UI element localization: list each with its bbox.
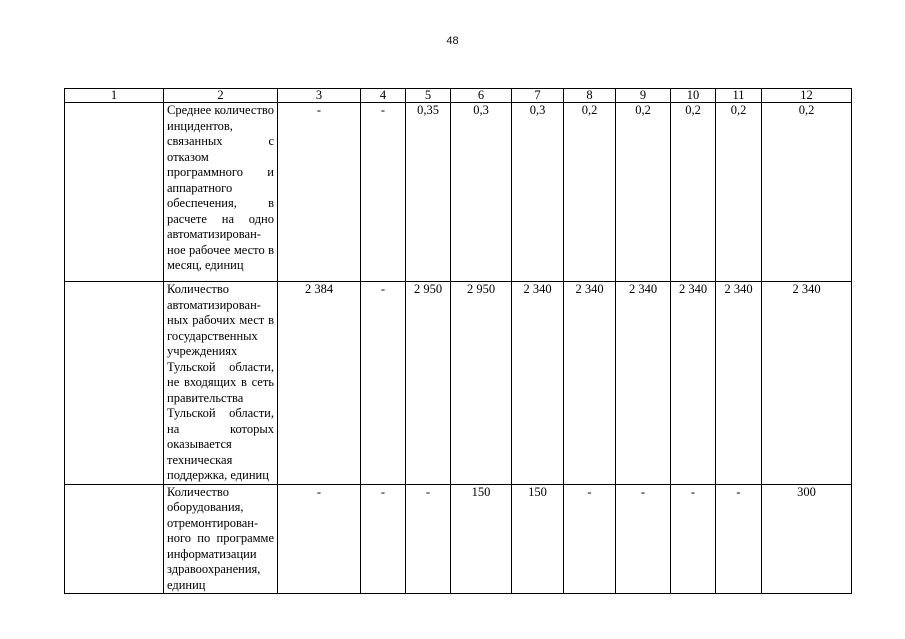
data-table xyxy=(64,88,852,594)
table-row xyxy=(65,484,852,594)
row-number-cell xyxy=(65,282,164,485)
column-header: 7 xyxy=(512,89,564,103)
value-cell: 0,2 xyxy=(762,103,852,282)
value-cell: - xyxy=(278,103,361,282)
column-header: 2 xyxy=(164,89,278,103)
value-cell: - xyxy=(716,484,762,594)
table-row xyxy=(65,103,852,282)
value-cell: 150 xyxy=(512,484,564,594)
value-cell: 0,2 xyxy=(671,103,716,282)
value-cell: - xyxy=(361,484,406,594)
value-cell: 2 340 xyxy=(616,282,671,485)
row-number-cell xyxy=(65,103,164,282)
value-cell: 0,35 xyxy=(406,103,451,282)
value-cell: - xyxy=(406,484,451,594)
value-cell: - xyxy=(361,103,406,282)
page-number: 48 xyxy=(446,35,459,47)
value-cell: 2 340 xyxy=(762,282,852,485)
table-row xyxy=(65,282,852,485)
value-cell: 2 340 xyxy=(564,282,616,485)
value-cell: - xyxy=(616,484,671,594)
column-header: 9 xyxy=(616,89,671,103)
indicator-cell: Количество оборудования, отремонтирован-ного по программе информатизации здравоохранения, единиц xyxy=(164,484,278,594)
value-cell: - xyxy=(671,484,716,594)
column-header: 12 xyxy=(762,89,852,103)
column-header: 3 xyxy=(278,89,361,103)
value-cell: 2 384 xyxy=(278,282,361,485)
indicator-cell: Среднее количество инцидентов, связанных с отказом программного и аппаратного обеспечения, в расчете на одно автоматизирован-ное рабочее место в месяц, единиц xyxy=(164,103,278,282)
value-cell: 2 950 xyxy=(406,282,451,485)
value-cell: 2 340 xyxy=(716,282,762,485)
column-header: 10 xyxy=(671,89,716,103)
value-cell: - xyxy=(564,484,616,594)
column-header: 4 xyxy=(361,89,406,103)
indicator-cell: Количество автоматизирован-ных рабочих мест в государственных учреждениях Тульской области, не входящих в сеть правительства Тульской области, на которых оказывается техническая поддержка, единиц xyxy=(164,282,278,485)
column-header: 11 xyxy=(716,89,762,103)
value-cell: 0,2 xyxy=(716,103,762,282)
value-cell: 0,3 xyxy=(512,103,564,282)
value-cell: 2 340 xyxy=(512,282,564,485)
value-cell: 300 xyxy=(762,484,852,594)
column-header: 8 xyxy=(564,89,616,103)
column-header-row xyxy=(65,89,852,103)
value-cell: 2 950 xyxy=(451,282,512,485)
column-header: 5 xyxy=(406,89,451,103)
row-number-cell xyxy=(65,484,164,594)
column-header: 6 xyxy=(451,89,512,103)
value-cell: 0,2 xyxy=(616,103,671,282)
value-cell: 2 340 xyxy=(671,282,716,485)
value-cell: 0,3 xyxy=(451,103,512,282)
value-cell: 150 xyxy=(451,484,512,594)
value-cell: 0,2 xyxy=(564,103,616,282)
value-cell: - xyxy=(278,484,361,594)
column-header: 1 xyxy=(65,89,164,103)
value-cell: - xyxy=(361,282,406,485)
